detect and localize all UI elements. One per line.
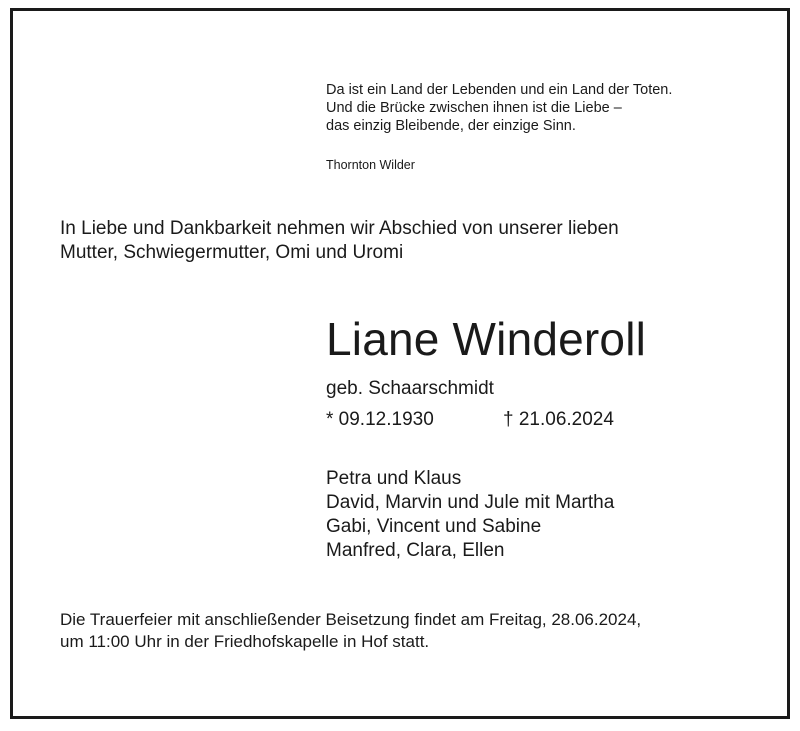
family-line: Gabi, Vincent und Sabine — [326, 516, 542, 537]
quote-line: Da ist ein Land der Lebenden und ein Land der Toten. — [326, 82, 673, 98]
death-date: † 21.06.2024 — [503, 409, 614, 430]
intro-line: Mutter, Schwiegermutter, Omi und Uromi — [60, 242, 404, 263]
family-line: Manfred, Clara, Ellen — [326, 540, 505, 561]
quote-block — [326, 81, 672, 135]
quote-line: Und die Brücke zwischen ihnen ist die Liebe – — [326, 100, 622, 116]
family-line: David, Marvin und Jule mit Martha — [326, 492, 615, 513]
birth-date: * 09.12.1930 — [326, 409, 434, 430]
intro-text — [60, 217, 619, 265]
family-line: Petra und Klaus — [326, 468, 462, 489]
maiden-name: geb. Schaarschmidt — [326, 378, 494, 399]
quote-line: das einzig Bleibende, der einzige Sinn. — [326, 118, 576, 134]
family-list — [326, 467, 614, 563]
service-info — [60, 609, 641, 653]
service-line: um 11:00 Uhr in der Friedhofskapelle in Hof statt. — [60, 632, 430, 651]
obituary-card — [10, 8, 790, 719]
quote-author: Thornton Wilder — [326, 158, 415, 172]
service-line: Die Trauerfeier mit anschließender Beisetzung findet am Freitag, 28.06.2024, — [60, 610, 642, 629]
intro-line: In Liebe und Dankbarkeit nehmen wir Abschied von unserer lieben — [60, 218, 619, 239]
deceased-name: Liane Winderoll — [326, 313, 647, 365]
